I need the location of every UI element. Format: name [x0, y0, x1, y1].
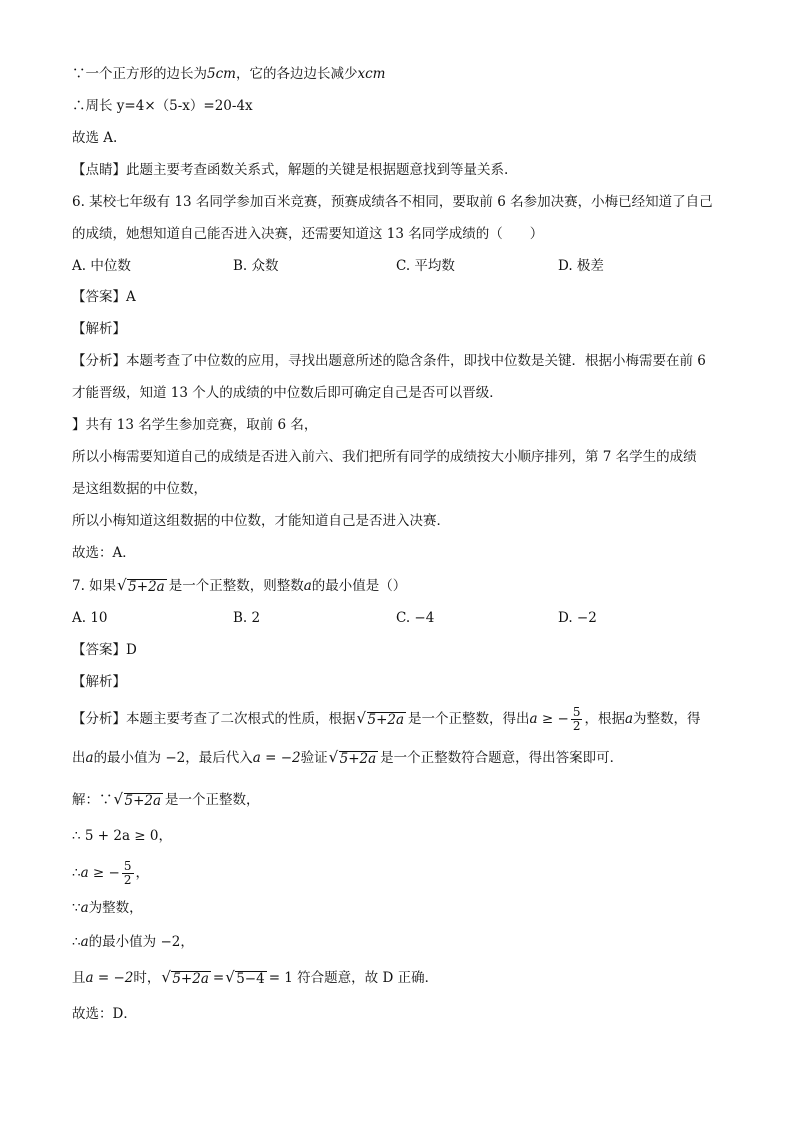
q7-solution-3: ∴a ≥ − $\frac{5}{2}$ ，	[72, 859, 149, 887]
sqrt-expression: √ 5+2a	[118, 579, 167, 595]
prev-line-2: ∴周长 y=4×（5-x）=20-4x	[72, 98, 253, 114]
q6-solution-1: 】共有 13 名学生参加竞赛，取前 6 名，	[72, 417, 318, 433]
decrease-length: xcm	[357, 66, 386, 82]
q7-solution-4: ∵a为整数，	[72, 900, 143, 916]
fraction: $\frac{5}{2}$	[572, 705, 581, 733]
q7-solution-5: ∴a的最小值为 −2，	[72, 934, 194, 950]
sqrt-expression: √ 5+2a	[162, 971, 211, 987]
q7-option-c: C. −4	[396, 610, 435, 626]
prev-line-3: 故选 A.	[72, 130, 118, 146]
q6-stem-1: 6. 某校七年级有 13 名同学参加百米竞赛，预赛成绩各不相同，要取前 6 名参加决赛，小梅已经知道了自己	[72, 194, 713, 210]
sqrt-expression: √ 5−4	[226, 971, 267, 987]
q6-jiexi: 【解析】	[72, 321, 126, 337]
q6-fenxi-2: 才能晋级，知道 13 个人的成绩的中位数后即可确定自己是否可以晋级．	[72, 385, 503, 401]
q6-option-d: D. 极差	[558, 258, 604, 274]
q7-stem: 7. 如果√ 5+2a 是一个正整数，则整数a的最小值是（）	[72, 576, 406, 596]
q6-solution-4: 所以小梅知道这组数据的中位数，才能知道自己是否进入决赛．	[72, 513, 450, 529]
q6-solution-2: 所以小梅需要知道自己的成绩是否进入前六、我们把所有同学的成绩按大小顺序排列，第 7 名学生的成绩	[72, 449, 697, 465]
q7-option-a: A. 10	[72, 610, 108, 626]
prev-line-1: ∵一个正方形的边长为5cm，它的各边边长减少xcm	[72, 66, 386, 82]
q7-option-d: D. −2	[558, 610, 597, 626]
sqrt-expression: √ 5+2a	[115, 793, 164, 809]
q7-jiexi: 【解析】	[72, 674, 126, 690]
q6-fenxi-1: 【分析】本题考查了中位数的应用，寻找出题意所述的隐含条件，即找中位数是关键．根据小梅需要在前 6	[72, 353, 706, 369]
q7-answer: 【答案】D	[72, 642, 137, 658]
q7-solution-2: ∴ 5 + 2a ≥ 0，	[72, 828, 172, 844]
q7-solution-6: 且a = −2时，√ 5+2a =√ 5−4 = 1 符合题意，故 D 正确．	[72, 968, 438, 988]
q6-option-a: A. 中位数	[72, 258, 131, 274]
sqrt-expression: √ 5+2a	[330, 751, 379, 767]
q6-solution-5: 故选：A．	[72, 545, 136, 561]
sqrt-expression: √ 5+2a	[358, 712, 407, 728]
q7-fenxi-2: 出a的最小值为 −2，最后代入a = −2验证√ 5+2a 是一个正整数符合题意，得出答案即可．	[72, 748, 623, 768]
q7-option-b: B. 2	[233, 610, 261, 626]
q7-solution-7: 故选：D．	[72, 1006, 137, 1022]
side-length: 5cm	[207, 66, 236, 82]
q7-fenxi-1: 【分析】本题主要考查了二次根式的性质，根据√ 5+2a 是一个正整数，得出a ≥ − $\frac{5}{2}$ ，根据a为整数，得	[72, 706, 701, 733]
fraction: $\frac{5}{2}$	[123, 859, 132, 887]
q6-answer: 【答案】A	[72, 289, 136, 305]
q7-solution-1: 解：∵√ 5+2a 是一个正整数，	[72, 790, 260, 810]
q6-stem-2: 的成绩，她想知道自己能否进入决赛，还需要知道这 13 名同学成绩的（ ）	[72, 226, 544, 242]
prev-dianjing: 【点睛】此题主要考查函数关系式，解题的关键是根据题意找到等量关系.	[72, 162, 509, 178]
q6-option-b: B. 众数	[233, 258, 279, 274]
q6-solution-3: 是这组数据的中位数，	[72, 481, 207, 497]
q6-option-c: C. 平均数	[396, 258, 455, 274]
